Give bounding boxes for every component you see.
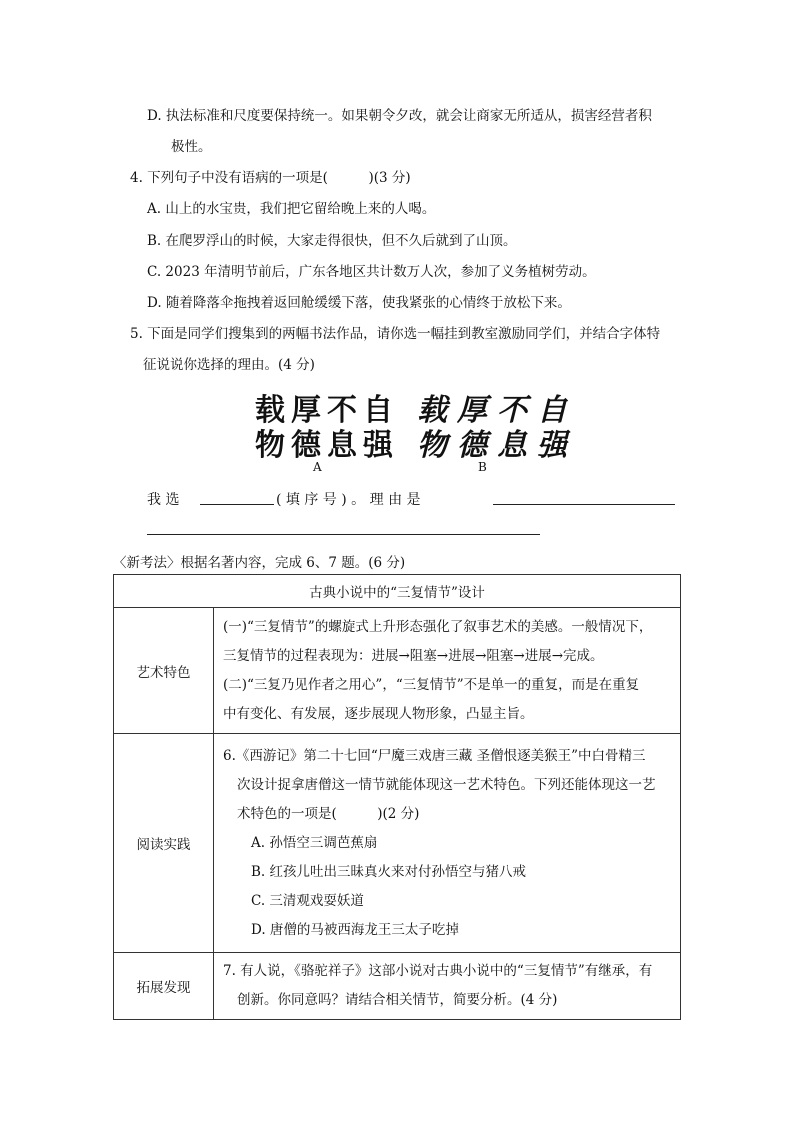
q4-option-a: A. 山上的水宝贵，我们把它留给晚上来的人喝。	[147, 201, 436, 217]
reading-practice-content	[214, 734, 681, 953]
q4-option-b: B. 在爬罗浮山的时候，大家走得很快，但不久后就到了山顶。	[147, 233, 517, 249]
row-label-extension: 拓展发现	[114, 953, 214, 1020]
table-title-row	[114, 575, 681, 608]
reason-blank-1[interactable]	[493, 504, 675, 505]
calligraphy-a-line1: 载厚不自	[255, 393, 399, 428]
q6-option-b: B. 红孩儿吐出三昧真火来对付孙悟空与猪八戒	[251, 863, 527, 880]
q3-option-d-line2: 极性。	[171, 139, 212, 155]
q6-line-1: 6.《西游记》第二十七回“尸魔三戏唐三藏 圣僧恨逐美猴王”中白骨精三	[223, 747, 646, 764]
q5-stem-line2: 征说说你选择的理由。(4 分)	[143, 357, 315, 373]
choice-blank[interactable]	[200, 504, 274, 505]
q4-stem: 4. 下列句子中没有语病的一项是( )(3 分)	[130, 170, 411, 186]
reason-blank-2[interactable]	[147, 534, 540, 535]
q7-line-2: 创新。你同意吗？请结合相关情节，简要分析。(4 分)	[237, 992, 558, 1008]
q5-stem-line1: 5. 下面是同学们搜集到的两幅书法作品，请你选一幅挂到教室激励同学们，并结合字体特	[130, 326, 661, 342]
q4-option-c: C. 2023 年清明节前后，广东各地区共计数万人次，参加了义务植树劳动。	[147, 264, 596, 280]
table-row-extension	[114, 953, 681, 1020]
answer-prefix: 我 选	[147, 492, 180, 508]
section-intro: 〈新考法〉根据名著内容，完成 6、7 题。(6 分)	[113, 555, 406, 571]
q6-option-c: C. 三清观戏耍妖道	[251, 892, 364, 909]
calligraphy-b-line1: 载厚不自	[417, 393, 577, 428]
row-label-reading: 阅读实践	[114, 734, 214, 953]
calligraphy-a-label: A	[313, 460, 322, 474]
table-title: 古典小说中的“三复情节”设计	[114, 575, 681, 608]
q7-line-1: 7. 有人说，《骆驼祥子》这部小说对古典小说中的“三复情节”有继承，有	[223, 963, 653, 979]
art-line-1: (一)“三复情节”的螺旋式上升形态强化了叙事艺术的美感。一般情况下，	[223, 618, 653, 635]
q6-option-a: A. 孙悟空三调芭蕉扇	[251, 834, 378, 851]
calligraphy-a-line2: 物德息强	[255, 428, 399, 463]
art-line-2: 三复情节的过程表现为：进展→阻塞→进展→阻塞→进展→完成。	[223, 647, 604, 664]
row-label-art: 艺术特色	[114, 608, 214, 734]
calligraphy-b-line2: 物德息强	[417, 428, 577, 463]
q4-option-d: D. 随着降落伞拖拽着返回舱缓缓下落，使我紧张的心情终于放松下来。	[147, 295, 571, 311]
q6-line-3: 术特色的一项是( )(2 分)	[237, 805, 420, 822]
q6-line-2: 次设计捉拿唐僧这一情节就能体现这一艺术特色。下列还能体现这一艺	[237, 776, 656, 793]
q6-option-d: D. 唐僧的马被西海龙王三太子吃掉	[251, 921, 459, 938]
three-repeat-plot-table	[113, 574, 681, 1020]
calligraphy-b-label: B	[478, 460, 487, 474]
extension-content	[214, 953, 681, 1020]
art-line-3: (二)“三复乃见作者之用心”，“三复情节”不是单一的重复，而是在重复	[223, 676, 640, 693]
q3-option-d-line1: D. 执法标准和尺度要保持统一。如果朝令夕改，就会让商家无所适从，损害经营者积	[147, 108, 652, 124]
art-line-4: 中有变化、有发展，逐步展现人物形象，凸显主旨。	[223, 705, 534, 722]
art-features-content	[214, 608, 681, 734]
answer-middle: ( 填 序 号 ) 。 理 由 是	[276, 492, 421, 508]
table-row-reading-practice	[114, 734, 681, 953]
table-row-art-features	[114, 608, 681, 734]
